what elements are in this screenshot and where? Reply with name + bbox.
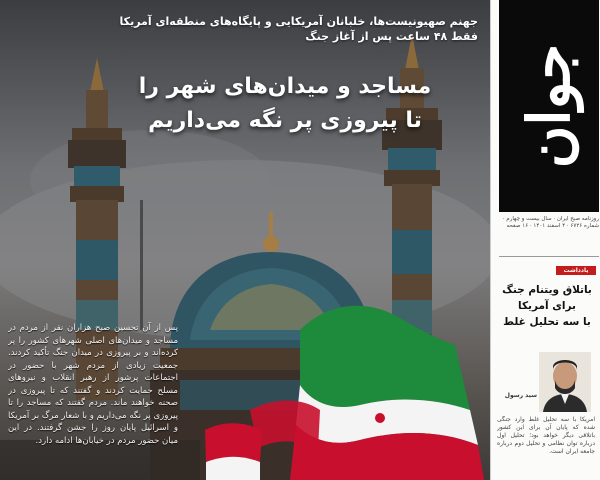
sidebar-headline-line: برای آمریکا <box>518 300 576 312</box>
main-subhead <box>38 14 478 44</box>
author-name: سید رسول <box>504 392 537 399</box>
author-photo <box>539 352 591 412</box>
sidebar-body: آمریکا با سه تحلیل غلط وارد جنگی شده که پایان آن برای این کشور باتلاقی دیگر خواهد بود؛ تحلیل اول درباره توان نظامی و تحلیل دوم درباره جامعه ایران است. <box>497 416 595 455</box>
sidebar-headline-line: باتلاق ویتنام جنگ <box>502 284 592 296</box>
main-headline <box>120 70 450 138</box>
issue-info: روزنامه صبح ایران · سال بیست و چهارم · شماره ۶۷۲۶ · ۴ اسفند ۱۴۰۱ · ۱۶ صفحه <box>499 216 599 257</box>
masthead <box>499 0 599 212</box>
main-story-body: پس از آن تحسین صبح هزاران نفر از مردم در مساجد و میدان‌های اصلی شهرهای کشور را پر کرده‌اند و بر پیروزی در میدان جنگ تأکید کردند. جمعیت زیادی از مردم شهر با حضور در اجتماعات پرشور از رهبر انقلاب و نیروهای مسلح حمایت کردند و گفتند که تا پیروزی در صحنه خواهند ماند. مردم گفتند که مساجد را تا پیروزی پر نگه می‌داریم و با شعار مرگ بر آمریکا و اسرائیل پایان روز را جشن گرفتند. در این میان حضور مردم در خیابان‌ها ادامه دارد. <box>8 323 178 446</box>
sidebar-column <box>490 0 600 480</box>
headline-line: مساجد و میدان‌های شهر را <box>138 74 432 99</box>
subhead-line: جهنم صهیونیست‌ها، خلبانان آمریکایی و پایگاه‌های منطقه‌ای آمریکا <box>119 15 478 28</box>
author-portrait-illustration <box>539 352 591 412</box>
headline-line: تا پیروزی پر نگه می‌داریم <box>148 108 422 133</box>
masthead-logo: جوان <box>515 43 583 169</box>
sidebar-headline <box>497 282 597 330</box>
sidebar-headline-line: با سه تحلیل غلط <box>503 316 591 328</box>
note-badge: یادداشت <box>556 266 596 275</box>
subhead-line: فقط ۴۸ ساعت پس از آغاز جنگ <box>305 30 478 43</box>
